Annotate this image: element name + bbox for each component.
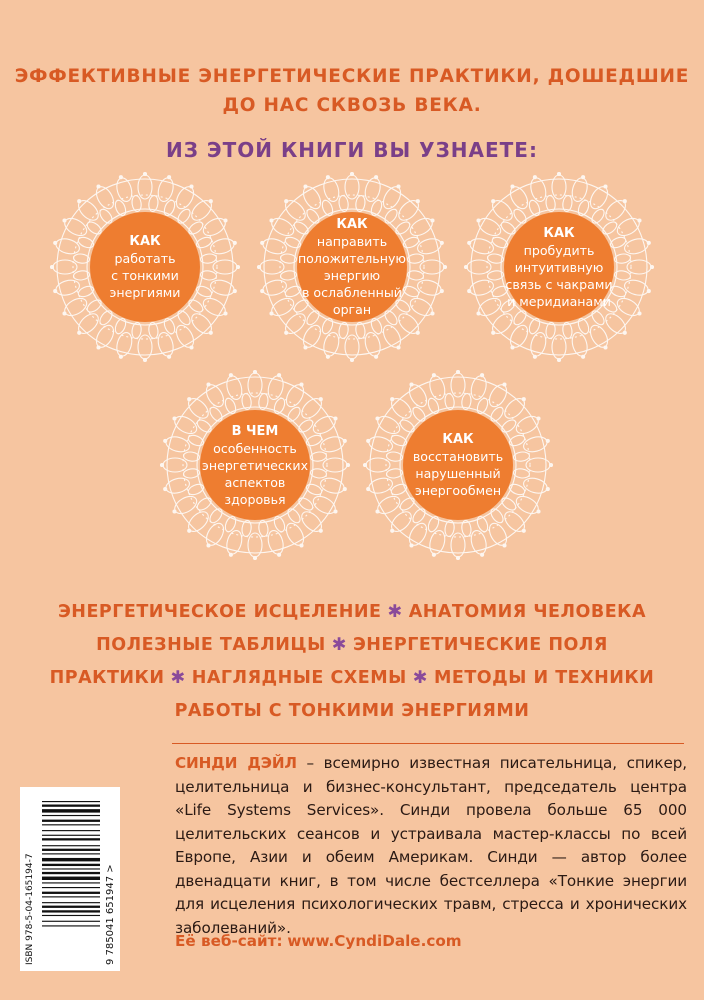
barcode-bar [42, 896, 100, 897]
barcode-graphic [20, 787, 120, 971]
medallion-line: пробудить [523, 242, 595, 258]
medallion-line: энергиями [109, 285, 181, 300]
website-label: Её веб-сайт: [175, 932, 283, 950]
medallion-keyword: КАК [129, 234, 161, 249]
medallion-line: работать [114, 251, 176, 266]
medallion-line: в ослабленный [302, 285, 402, 300]
barcode-bar [42, 915, 100, 916]
topic-item: ПРАКТИКИ [49, 668, 165, 688]
topic-item: НАГЛЯДНЫЕ СХЕМЫ [191, 668, 407, 688]
topics-list [0, 596, 704, 728]
tagline-line-2: ДО НАС СКВОЗЬ ВЕКА. [222, 95, 482, 116]
barcode-bar [42, 820, 100, 822]
medallion-line: направить [316, 234, 388, 249]
isbn-barcode [20, 787, 120, 971]
star-separator-icon: ✱ [412, 668, 428, 688]
medallion-line: особенность [213, 440, 297, 456]
topic-item: ПОЛЕЗНЫЕ ТАБЛИЦЫ [96, 635, 326, 655]
medallion-5 [363, 370, 553, 560]
medallion-line: нарушенный [415, 466, 501, 481]
topic-item: ЭНЕРГЕТИЧЕСКОЕ ИСЦЕЛЕНИЕ [57, 602, 382, 622]
barcode-bar [42, 815, 100, 816]
barcode-bar [42, 887, 100, 888]
topic-item: ЭНЕРГЕТИЧЕСКИЕ ПОЛЯ [352, 635, 608, 655]
author-name: СИНДИ ДЭЙЛ [175, 754, 297, 772]
medallion-keyword: КАК [336, 217, 368, 232]
medallion-text [160, 370, 350, 560]
medallion-line: энергию [323, 268, 381, 283]
barcode-bar [42, 906, 100, 908]
bio-text: – всемирно известная писательница, спикер, целительница и бизнес-консультант, председатель центра «Life Systems Services». Синди провела больше 65 000 целительских сеансов и устраивала мастер-классы по всей Европе, Азии и обеим Америкам. Синди — автор более двенадцати книг, в том числе бестселлера «Тонкие энергии для исцеления психологических травм, стресса и хронических заболеваний». [175, 754, 688, 937]
topic-item: МЕТОДЫ И ТЕХНИКИ [433, 668, 655, 688]
barcode-bar [42, 838, 100, 840]
medallion-2 [257, 172, 447, 362]
barcode-bar [42, 830, 100, 831]
isbn-label: ISBN 978-5-04-165194-7 [25, 853, 35, 965]
barcode-bar [42, 845, 100, 846]
barcode-bar [42, 877, 100, 880]
medallion-line: энергообмен [414, 483, 502, 498]
barcode-bar [42, 872, 100, 874]
medallion-line: с тонкими [111, 268, 179, 283]
divider [172, 743, 684, 744]
barcode-bar [42, 892, 100, 894]
website-line [175, 932, 462, 950]
barcode-bar [42, 858, 100, 861]
medallion-1 [50, 172, 240, 362]
medallion-line: положительную [297, 251, 407, 266]
barcode-bar [42, 835, 100, 836]
medallion-line: связь с чакрами [505, 276, 613, 292]
medallion-keyword: В ЧЕМ [231, 423, 279, 439]
barcode-bar [42, 809, 100, 812]
medallion-line: интуитивную [514, 259, 604, 275]
topics-line-4 [0, 695, 704, 728]
medallion-keyword: КАК [543, 225, 575, 241]
barcode-bar [42, 853, 100, 854]
medallion-keyword: КАК [442, 432, 474, 447]
barcode-bar [42, 801, 100, 802]
star-separator-icon: ✱ [331, 635, 347, 655]
star-separator-icon: ✱ [170, 668, 186, 688]
topics-line-1 [0, 596, 704, 629]
barcode-digits: 9 785041 651947 > [105, 864, 116, 965]
medallion-text [50, 172, 240, 362]
barcode-bar [42, 910, 100, 912]
medallion-line: и меридианами [507, 293, 611, 309]
topic-item: РАБОТЫ С ТОНКИМИ ЭНЕРГИЯМИ [174, 701, 530, 721]
topics-line-2 [0, 629, 704, 662]
barcode-bar [42, 868, 100, 869]
medallion-line: аспектов [224, 474, 286, 490]
barcode-bar [42, 882, 100, 883]
medallion-text [363, 370, 553, 560]
barcode-bar [42, 824, 100, 825]
star-separator-icon: ✱ [387, 602, 403, 622]
tagline-line-1: ЭФФЕКТИВНЫЕ ЭНЕРГЕТИЧЕСКИЕ ПРАКТИКИ, ДОШЕДШИЕ [14, 66, 690, 87]
barcode-bar [42, 805, 100, 807]
medallion-4 [160, 370, 350, 560]
medallion-line: энергетических [201, 457, 309, 473]
medallion-line: орган [332, 302, 372, 317]
barcode-bar [42, 921, 100, 922]
medallion-3 [464, 172, 654, 362]
medallion-text [464, 172, 654, 362]
topics-line-3 [0, 662, 704, 695]
topic-item: АНАТОМИЯ ЧЕЛОВЕКА [408, 602, 647, 622]
barcode-bar [42, 864, 100, 866]
barcode-bar [42, 902, 100, 903]
medallion-text [257, 172, 447, 362]
tagline [0, 62, 704, 120]
learn-heading: ИЗ ЭТОЙ КНИГИ ВЫ УЗНАЕТЕ: [166, 138, 538, 162]
website-link[interactable]: www.CyndiDale.com [287, 932, 462, 950]
barcode-bar [42, 849, 100, 851]
author-bio [175, 752, 687, 940]
medallion-line: здоровья [224, 491, 286, 507]
medallion-line: восстановить [412, 449, 504, 464]
barcode-bar [42, 925, 100, 926]
